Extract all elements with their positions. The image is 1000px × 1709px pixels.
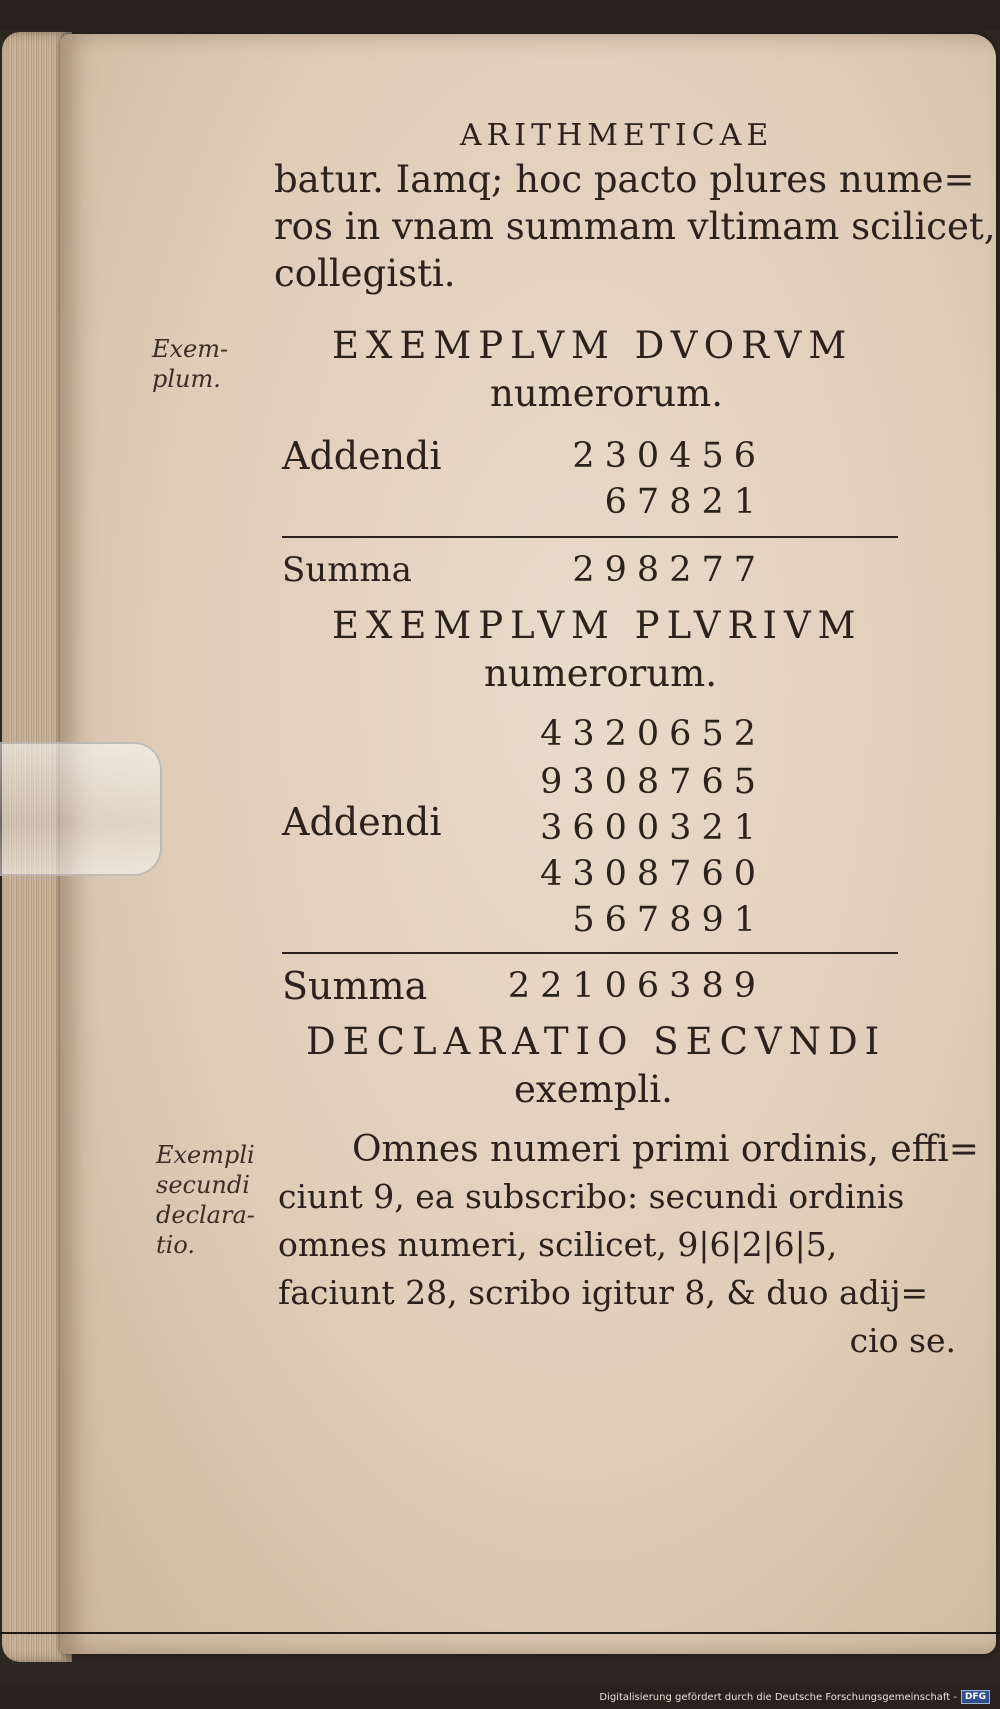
example2-summa-value: 22106389 [507,966,766,1006]
example2-subheading: numerorum. [484,652,717,695]
digitization-footer [599,1690,990,1704]
declaratio-subheading: exempli. [514,1068,673,1111]
dfg-logo-icon: DFG [961,1690,990,1704]
margin-note-line: plum. [152,365,221,393]
margin-note-line: tio. [156,1231,195,1259]
margin-note-line: Exempli [156,1141,255,1169]
example2-row-2: 9308765 [540,762,766,802]
example1-addendi-label: Addendi [282,434,442,478]
example1-heading: EXEMPLVM DVORVM [332,324,854,367]
intro-line-2: ros in vnam summam vltimam scilicet, [274,205,996,248]
example2-row-4: 4308760 [540,854,766,894]
example2-row-5: 567891 [572,900,766,940]
example1-summa-label: Summa [282,550,412,590]
page-bottom-edge [0,1632,1000,1634]
declaratio-heading: DECLARATIO SECVNDI [306,1020,887,1063]
example2-summa-label: Summa [282,964,428,1008]
example1-summa-value: 298277 [572,550,766,590]
example2-row-1: 4320652 [540,714,766,754]
book-page [60,34,996,1654]
intro-line-1: batur. Iamq; hoc pacto plures nume= [274,158,975,201]
margin-note-line: secundi [156,1171,250,1199]
declaratio-line-4: faciunt 28, scribo igitur 8, & duo adij= [278,1273,929,1312]
intro-line-3: collegisti. [274,252,456,295]
example2-addendi-label: Addendi [282,800,442,844]
example1-subheading: numerorum. [490,372,723,415]
margin-note-exempli [156,1140,255,1260]
example1-row-1: 230456 [572,436,766,476]
example2-heading: EXEMPLVM PLVRIVM [332,604,863,647]
declaratio-line-1: Omnes numeri primi ordinis, effi= [352,1129,979,1170]
margin-note-line: Exem- [152,335,229,363]
declaratio-line-2: ciunt 9, ea subscribo: secundi ordinis [278,1177,905,1216]
example2-row-3: 3600321 [540,808,766,848]
footer-text: Digitalisierung gefördert durch die Deutsche Forschungsgemeinschaft - [599,1691,957,1703]
bookmark-strip [0,742,162,876]
running-head: ARITHMETICAE [460,118,774,153]
margin-note-line: declara- [156,1201,255,1229]
example1-row-2: 67821 [604,482,766,522]
margin-note-exemplum [152,334,228,394]
declaratio-line-3: omnes numeri, scilicet, 9|6|2|6|5, [278,1225,838,1264]
sum-rule-1 [282,536,898,538]
sum-rule-2 [282,952,898,954]
declaratio-line-5: cio se. [849,1321,956,1360]
